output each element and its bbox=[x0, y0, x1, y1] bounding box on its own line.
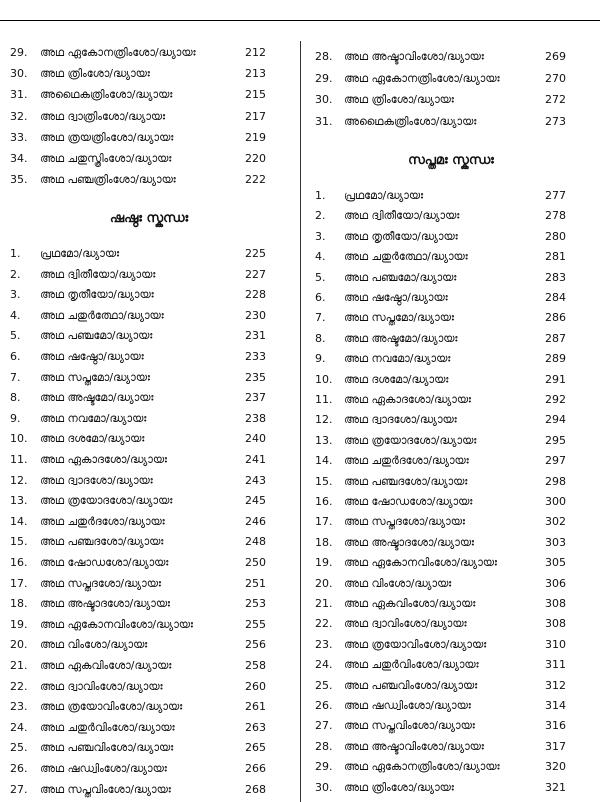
entry-page: 230 bbox=[245, 309, 266, 322]
toc-entry bbox=[0, 513, 298, 531]
entry-number: 16. bbox=[315, 495, 333, 508]
entry-number: 11. bbox=[10, 453, 28, 466]
toc-entry bbox=[0, 266, 298, 284]
entry-title: അഥ ത്രയോവിംശോ/ദ്ധ്യായഃ bbox=[40, 700, 183, 713]
entry-page: 217 bbox=[245, 110, 266, 123]
toc-entry bbox=[0, 44, 298, 62]
entry-page: 273 bbox=[545, 115, 566, 128]
entry-page: 302 bbox=[545, 515, 566, 528]
top-rule bbox=[0, 20, 600, 21]
entry-title: അഥ അഷ്ടാദശോ/ദ്ധ്യായഃ bbox=[40, 597, 171, 610]
entry-page: 238 bbox=[245, 412, 266, 425]
entry-title: അഥ പഞ്ചവിംശോ/ദ്ധ്യായഃ bbox=[344, 679, 478, 692]
entry-page: 310 bbox=[545, 638, 566, 651]
entry-page: 227 bbox=[245, 268, 266, 281]
entry-page: 258 bbox=[245, 659, 266, 672]
toc-entry bbox=[0, 595, 298, 613]
entry-page: 321 bbox=[545, 781, 566, 794]
entry-title: അഥ വിംശോ/ദ്ധ്യായഃ bbox=[40, 638, 148, 651]
entry-title: അഥ ദശമോ/ദ്ധ്യായഃ bbox=[344, 373, 449, 386]
entry-title: അഥ ഷോഡശോ/ദ്ധ്യായഃ bbox=[40, 556, 169, 569]
entry-title: അഥ തൃതീയോ/ദ്ധ്യായഃ bbox=[344, 230, 458, 243]
entry-title: അഥ ത്രിംശോ/ദ്ധ്യായഃ bbox=[40, 67, 150, 80]
toc-entry bbox=[0, 348, 298, 366]
entry-number: 17. bbox=[10, 577, 28, 590]
entry-title: അഥ ദ്വാദശോ/ദ്ധ്യായഃ bbox=[344, 413, 457, 426]
entry-title: അഥ പഞ്ചത്രിംശോ/ദ്ധ്യായഃ bbox=[40, 173, 176, 186]
entry-number: 24. bbox=[10, 721, 28, 734]
entry-title: അഥ ചതുർവിംശോ/ദ്ധ്യായഃ bbox=[40, 721, 175, 734]
entry-title: അഥ ത്രയോവിംശോ/ദ്ധ്യായഃ bbox=[344, 638, 487, 651]
section-heading: സപ്തമഃ സ്കന്ധഃ bbox=[408, 153, 494, 168]
toc-entry bbox=[302, 615, 600, 633]
entry-page: 269 bbox=[545, 50, 566, 63]
entry-title: അഥ ചതുർവിംശോ/ദ്ധ്യായഃ bbox=[344, 658, 479, 671]
entry-page: 243 bbox=[245, 474, 266, 487]
entry-page: 237 bbox=[245, 391, 266, 404]
entry-number: 26. bbox=[10, 762, 28, 775]
toc-entry bbox=[302, 432, 600, 450]
toc-entry bbox=[302, 70, 600, 88]
entry-page: 298 bbox=[545, 475, 566, 488]
entry-number: 7. bbox=[10, 371, 21, 384]
entry-title: അഥ ദ്വാവിംശോ/ദ്ധ്യായഃ bbox=[40, 680, 163, 693]
toc-entry bbox=[0, 327, 298, 345]
toc-entry bbox=[302, 738, 600, 756]
toc-entry bbox=[302, 330, 600, 348]
toc-entry bbox=[302, 228, 600, 246]
entry-page: 320 bbox=[545, 760, 566, 773]
entry-number: 2. bbox=[10, 268, 21, 281]
toc-entry bbox=[0, 129, 298, 147]
entry-title: അഥ തൃതീയോ/ദ്ധ്യായഃ bbox=[40, 288, 154, 301]
toc-entry bbox=[302, 248, 600, 266]
entry-page: 277 bbox=[545, 189, 566, 202]
entry-page: 213 bbox=[245, 67, 266, 80]
entry-number: 5. bbox=[315, 271, 326, 284]
entry-page: 245 bbox=[245, 494, 266, 507]
entry-number: 26. bbox=[315, 699, 333, 712]
entry-number: 23. bbox=[315, 638, 333, 651]
entry-number: 1. bbox=[315, 189, 326, 202]
entry-title: അഥ സപ്തദശോ/ദ്ധ്യായഃ bbox=[344, 515, 465, 528]
toc-entry bbox=[302, 677, 600, 695]
entry-number: 17. bbox=[315, 515, 333, 528]
entry-title: അഥ ഷഡ്വിംശോ/ദ്ധ്യായഃ bbox=[344, 699, 471, 712]
toc-entry bbox=[0, 719, 298, 737]
entry-title: അഥ അഷ്ടമോ/ദ്ധ്യായഃ bbox=[40, 391, 154, 404]
entry-title: അഥ ചതുസ്ത്രിംശോ/ദ്ധ്യായഃ bbox=[40, 152, 172, 165]
entry-page: 281 bbox=[545, 250, 566, 263]
toc-entry bbox=[302, 269, 600, 287]
entry-number: 16. bbox=[10, 556, 28, 569]
toc-entry bbox=[302, 779, 600, 797]
entry-number: 10. bbox=[10, 432, 28, 445]
toc-entry bbox=[0, 554, 298, 572]
entry-page: 278 bbox=[545, 209, 566, 222]
entry-title: അഥ ദ്വാവിംശോ/ദ്ധ്യായഃ bbox=[344, 617, 467, 630]
entry-page: 265 bbox=[245, 741, 266, 754]
toc-entry bbox=[0, 65, 298, 83]
entry-title: അഥ ഷഷ്ഠോ/ദ്ധ്യായഃ bbox=[344, 291, 448, 304]
entry-page: 272 bbox=[545, 93, 566, 106]
toc-entry bbox=[302, 289, 600, 307]
entry-title: പ്രഥമോ/ദ്ധ്യായഃ bbox=[40, 247, 120, 260]
toc-entry bbox=[0, 575, 298, 593]
toc-entry bbox=[0, 369, 298, 387]
entry-page: 294 bbox=[545, 413, 566, 426]
entry-title: അഥ ചതുർത്ഥോ/ദ്ധ്യായഃ bbox=[344, 250, 468, 263]
entry-number: 29. bbox=[315, 72, 333, 85]
toc-entry bbox=[302, 697, 600, 715]
entry-number: 27. bbox=[10, 783, 28, 796]
entry-title: അഥ സപ്തമോ/ദ്ധ്യായഃ bbox=[40, 371, 150, 384]
entry-title: അഥ ത്രയോദശോ/ദ്ധ്യായഃ bbox=[40, 494, 173, 507]
entry-title: അഥ പഞ്ചദശോ/ദ്ധ്യായഃ bbox=[344, 475, 468, 488]
entry-title: അഥ ഏകോനത്രിംശോ/ദ്ധ്യായഃ bbox=[40, 46, 196, 59]
entry-title: അഥ ദ്വാദശോ/ദ്ധ്യായഃ bbox=[40, 474, 153, 487]
entry-page: 303 bbox=[545, 536, 566, 549]
entry-number: 8. bbox=[315, 332, 326, 345]
entry-page: 225 bbox=[245, 247, 266, 260]
entry-title: അഥ സപ്തദശോ/ദ്ധ്യായഃ bbox=[40, 577, 161, 590]
entry-number: 33. bbox=[10, 131, 28, 144]
entry-number: 15. bbox=[10, 535, 28, 548]
entry-number: 25. bbox=[315, 679, 333, 692]
entry-title: അഥ ത്രയത്രിംശോ/ദ്ധ്യായഃ bbox=[40, 131, 174, 144]
toc-entry bbox=[0, 245, 298, 263]
entry-title: അഥ ഷോഡശോ/ദ്ധ്യായഃ bbox=[344, 495, 473, 508]
entry-number: 23. bbox=[10, 700, 28, 713]
toc-entry bbox=[302, 595, 600, 613]
entry-page: 235 bbox=[245, 371, 266, 384]
entry-number: 4. bbox=[10, 309, 21, 322]
entry-title: അഥ ചതുർദശോ/ദ്ധ്യായഃ bbox=[40, 515, 165, 528]
entry-page: 306 bbox=[545, 577, 566, 590]
entry-title: അഥ ത്രിംശോ/ദ്ധ്യായഃ bbox=[344, 93, 454, 106]
entry-title: അഥ ഏകോനത്രിംശോ/ദ്ധ്യായഃ bbox=[344, 72, 500, 85]
entry-title: അഥ ഏകവിംശോ/ദ്ധ്യായഃ bbox=[40, 659, 172, 672]
entry-page: 222 bbox=[245, 173, 266, 186]
entry-page: 312 bbox=[545, 679, 566, 692]
entry-page: 314 bbox=[545, 699, 566, 712]
entry-number: 28. bbox=[315, 740, 333, 753]
entry-title: അഥ അഷ്ടമോ/ദ്ധ്യായഃ bbox=[344, 332, 458, 345]
toc-entry bbox=[0, 657, 298, 675]
entry-page: 292 bbox=[545, 393, 566, 406]
entry-number: 12. bbox=[10, 474, 28, 487]
entry-number: 30. bbox=[315, 93, 333, 106]
entry-number: 21. bbox=[10, 659, 28, 672]
entry-page: 255 bbox=[245, 618, 266, 631]
entry-number: 22. bbox=[315, 617, 333, 630]
toc-entry bbox=[302, 636, 600, 654]
entry-number: 14. bbox=[10, 515, 28, 528]
section-heading: ഷഷ്ഠഃ സ്കന്ധഃ bbox=[109, 211, 189, 226]
toc-entry bbox=[302, 493, 600, 511]
entry-number: 12. bbox=[315, 413, 333, 426]
toc-entry bbox=[302, 534, 600, 552]
toc-entry bbox=[0, 678, 298, 696]
toc-entry bbox=[0, 472, 298, 490]
toc-entry bbox=[302, 554, 600, 572]
toc-entry bbox=[302, 452, 600, 470]
toc-entry bbox=[302, 113, 600, 131]
toc-entry bbox=[302, 513, 600, 531]
toc-entry bbox=[0, 760, 298, 778]
toc-entry bbox=[302, 656, 600, 674]
entry-title: അഥൈകത്രിംശോ/ദ്ധ്യായഃ bbox=[344, 115, 477, 128]
entry-number: 20. bbox=[10, 638, 28, 651]
entry-number: 5. bbox=[10, 329, 21, 342]
toc-entry bbox=[0, 171, 298, 189]
entry-page: 251 bbox=[245, 577, 266, 590]
entry-title: അഥ ഏകോനത്രിംശോ/ദ്ധ്യായഃ bbox=[344, 760, 500, 773]
entry-page: 280 bbox=[545, 230, 566, 243]
entry-title: അഥ ചതുർദശോ/ദ്ധ്യായഃ bbox=[344, 454, 469, 467]
toc-entry bbox=[302, 350, 600, 368]
entry-page: 316 bbox=[545, 719, 566, 732]
entry-page: 308 bbox=[545, 597, 566, 610]
toc-entry bbox=[302, 207, 600, 225]
entry-title: അഥ ഷഷ്ഠോ/ദ്ധ്യായഃ bbox=[40, 350, 144, 363]
entry-title: അഥ ഏകോനവിംശോ/ദ്ധ്യായഃ bbox=[344, 556, 498, 569]
entry-page: 311 bbox=[545, 658, 566, 671]
toc-entry bbox=[0, 410, 298, 428]
entry-page: 284 bbox=[545, 291, 566, 304]
entry-page: 263 bbox=[245, 721, 266, 734]
entry-number: 24. bbox=[315, 658, 333, 671]
entry-page: 231 bbox=[245, 329, 266, 342]
entry-number: 10. bbox=[315, 373, 333, 386]
entry-title: അഥൈകത്രിംശോ/ദ്ധ്യായഃ bbox=[40, 88, 173, 101]
entry-page: 308 bbox=[545, 617, 566, 630]
entry-page: 317 bbox=[545, 740, 566, 753]
entry-number: 19. bbox=[315, 556, 333, 569]
entry-page: 268 bbox=[245, 783, 266, 796]
entry-page: 250 bbox=[245, 556, 266, 569]
entry-title: അഥ പഞ്ചദശോ/ദ്ധ്യായഃ bbox=[40, 535, 164, 548]
entry-number: 27. bbox=[315, 719, 333, 732]
entry-title: അഥ അഷ്ടാവിംശോ/ദ്ധ്യായഃ bbox=[344, 740, 484, 753]
entry-title: അഥ ഷഡ്വിംശോ/ദ്ധ്യായഃ bbox=[40, 762, 167, 775]
entry-page: 228 bbox=[245, 288, 266, 301]
entry-number: 13. bbox=[315, 434, 333, 447]
entry-title: അഥ ദ്വാത്രിംശോ/ദ്ധ്യായഃ bbox=[40, 110, 166, 123]
entry-page: 289 bbox=[545, 352, 566, 365]
entry-title: അഥ ഏകോനവിംശോ/ദ്ധ്യായഃ bbox=[40, 618, 194, 631]
toc-entry bbox=[0, 492, 298, 510]
entry-page: 286 bbox=[545, 311, 566, 324]
toc-entry bbox=[0, 698, 298, 716]
entry-title: അഥ നവമോ/ദ്ധ്യായഃ bbox=[344, 352, 451, 365]
toc-entry bbox=[302, 758, 600, 776]
entry-number: 21. bbox=[315, 597, 333, 610]
entry-title: അഥ സപ്തവിംശോ/ദ്ധ്യായഃ bbox=[40, 783, 171, 796]
entry-number: 6. bbox=[315, 291, 326, 304]
entry-number: 28. bbox=[315, 50, 333, 63]
entry-page: 256 bbox=[245, 638, 266, 651]
column-divider bbox=[300, 41, 301, 802]
entry-number: 15. bbox=[315, 475, 333, 488]
toc-entry bbox=[302, 371, 600, 389]
entry-title: അഥ പഞ്ചമോ/ദ്ധ്യായഃ bbox=[344, 271, 457, 284]
entry-title: അഥ ഏകാദശോ/ദ്ധ്യായഃ bbox=[40, 453, 168, 466]
toc-entry bbox=[0, 739, 298, 757]
entry-title: അഥ സപ്തമോ/ദ്ധ്യായഃ bbox=[344, 311, 454, 324]
entry-title: അഥ നവമോ/ദ്ധ്യായഃ bbox=[40, 412, 147, 425]
entry-page: 266 bbox=[245, 762, 266, 775]
entry-title: അഥ ദ്വിതീയോ/ദ്ധ്യായഃ bbox=[40, 268, 156, 281]
entry-page: 253 bbox=[245, 597, 266, 610]
toc-entry bbox=[0, 616, 298, 634]
entry-number: 34. bbox=[10, 152, 28, 165]
toc-entry bbox=[302, 575, 600, 593]
entry-title: അഥ അഷ്ടാവിംശോ/ദ്ധ്യായഃ bbox=[344, 50, 484, 63]
toc-entry bbox=[302, 309, 600, 327]
entry-page: 233 bbox=[245, 350, 266, 363]
entry-number: 29. bbox=[10, 46, 28, 59]
toc-entry bbox=[302, 717, 600, 735]
entry-number: 9. bbox=[315, 352, 326, 365]
entry-number: 13. bbox=[10, 494, 28, 507]
entry-number: 2. bbox=[315, 209, 326, 222]
entry-title: അഥ ഏകവിംശോ/ദ്ധ്യായഃ bbox=[344, 597, 476, 610]
toc-entry bbox=[302, 91, 600, 109]
entry-number: 4. bbox=[315, 250, 326, 263]
toc-entry bbox=[0, 451, 298, 469]
entry-number: 18. bbox=[315, 536, 333, 549]
entry-page: 291 bbox=[545, 373, 566, 386]
entry-title: അഥ വിംശോ/ദ്ധ്യായഃ bbox=[344, 577, 452, 590]
entry-number: 22. bbox=[10, 680, 28, 693]
entry-number: 20. bbox=[315, 577, 333, 590]
entry-number: 11. bbox=[315, 393, 333, 406]
entry-title: പ്രഥമോ/ദ്ധ്യായഃ bbox=[344, 189, 424, 202]
entry-page: 283 bbox=[545, 271, 566, 284]
toc-entry bbox=[0, 307, 298, 325]
entry-number: 3. bbox=[10, 288, 21, 301]
entry-number: 14. bbox=[315, 454, 333, 467]
toc-entry bbox=[0, 781, 298, 799]
entry-title: അഥ ത്രയോദശോ/ദ്ധ്യായഃ bbox=[344, 434, 477, 447]
entry-number: 30. bbox=[315, 781, 333, 794]
entry-page: 305 bbox=[545, 556, 566, 569]
entry-page: 246 bbox=[245, 515, 266, 528]
entry-number: 29. bbox=[315, 760, 333, 773]
entry-number: 9. bbox=[10, 412, 21, 425]
entry-number: 3. bbox=[315, 230, 326, 243]
toc-entry bbox=[0, 86, 298, 104]
entry-page: 219 bbox=[245, 131, 266, 144]
entry-number: 25. bbox=[10, 741, 28, 754]
entry-title: അഥ ചതുർത്ഥോ/ദ്ധ്യായഃ bbox=[40, 309, 164, 322]
entry-page: 248 bbox=[245, 535, 266, 548]
entry-page: 287 bbox=[545, 332, 566, 345]
toc-entry bbox=[302, 187, 600, 205]
entry-number: 32. bbox=[10, 110, 28, 123]
entry-number: 7. bbox=[315, 311, 326, 324]
entry-title: അഥ സപ്തവിംശോ/ദ്ധ്യായഃ bbox=[344, 719, 475, 732]
entry-number: 6. bbox=[10, 350, 21, 363]
toc-entry bbox=[0, 108, 298, 126]
entry-number: 18. bbox=[10, 597, 28, 610]
entry-page: 261 bbox=[245, 700, 266, 713]
entry-title: അഥ പഞ്ചവിംശോ/ദ്ധ്യായഃ bbox=[40, 741, 174, 754]
toc-entry bbox=[302, 391, 600, 409]
entry-number: 1. bbox=[10, 247, 21, 260]
entry-title: അഥ ദ്വിതീയോ/ദ്ധ്യായഃ bbox=[344, 209, 460, 222]
toc-entry bbox=[0, 430, 298, 448]
entry-number: 35. bbox=[10, 173, 28, 186]
toc-entry bbox=[302, 411, 600, 429]
entry-title: അഥ ഏകാദശോ/ദ്ധ്യായഃ bbox=[344, 393, 472, 406]
toc-entry bbox=[0, 389, 298, 407]
entry-page: 270 bbox=[545, 72, 566, 85]
entry-page: 260 bbox=[245, 680, 266, 693]
toc-entry bbox=[0, 286, 298, 304]
entry-page: 295 bbox=[545, 434, 566, 447]
entry-page: 241 bbox=[245, 453, 266, 466]
entry-number: 30. bbox=[10, 67, 28, 80]
entry-title: അഥ പഞ്ചമോ/ദ്ധ്യായഃ bbox=[40, 329, 153, 342]
entry-page: 300 bbox=[545, 495, 566, 508]
toc-entry bbox=[0, 150, 298, 168]
entry-page: 212 bbox=[245, 46, 266, 59]
entry-page: 215 bbox=[245, 88, 266, 101]
entry-page: 297 bbox=[545, 454, 566, 467]
entry-page: 240 bbox=[245, 432, 266, 445]
toc-entry bbox=[302, 473, 600, 491]
entry-number: 19. bbox=[10, 618, 28, 631]
toc-entry bbox=[0, 636, 298, 654]
entry-title: അഥ ത്രിംശോ/ദ്ധ്യായഃ bbox=[344, 781, 454, 794]
entry-page: 220 bbox=[245, 152, 266, 165]
entry-title: അഥ ദശമോ/ദ്ധ്യായഃ bbox=[40, 432, 145, 445]
toc-entry bbox=[302, 48, 600, 66]
entry-title: അഥ അഷ്ടാദശോ/ദ്ധ്യായഃ bbox=[344, 536, 475, 549]
entry-number: 31. bbox=[315, 115, 333, 128]
entry-number: 8. bbox=[10, 391, 21, 404]
toc-entry bbox=[0, 533, 298, 551]
entry-number: 31. bbox=[10, 88, 28, 101]
